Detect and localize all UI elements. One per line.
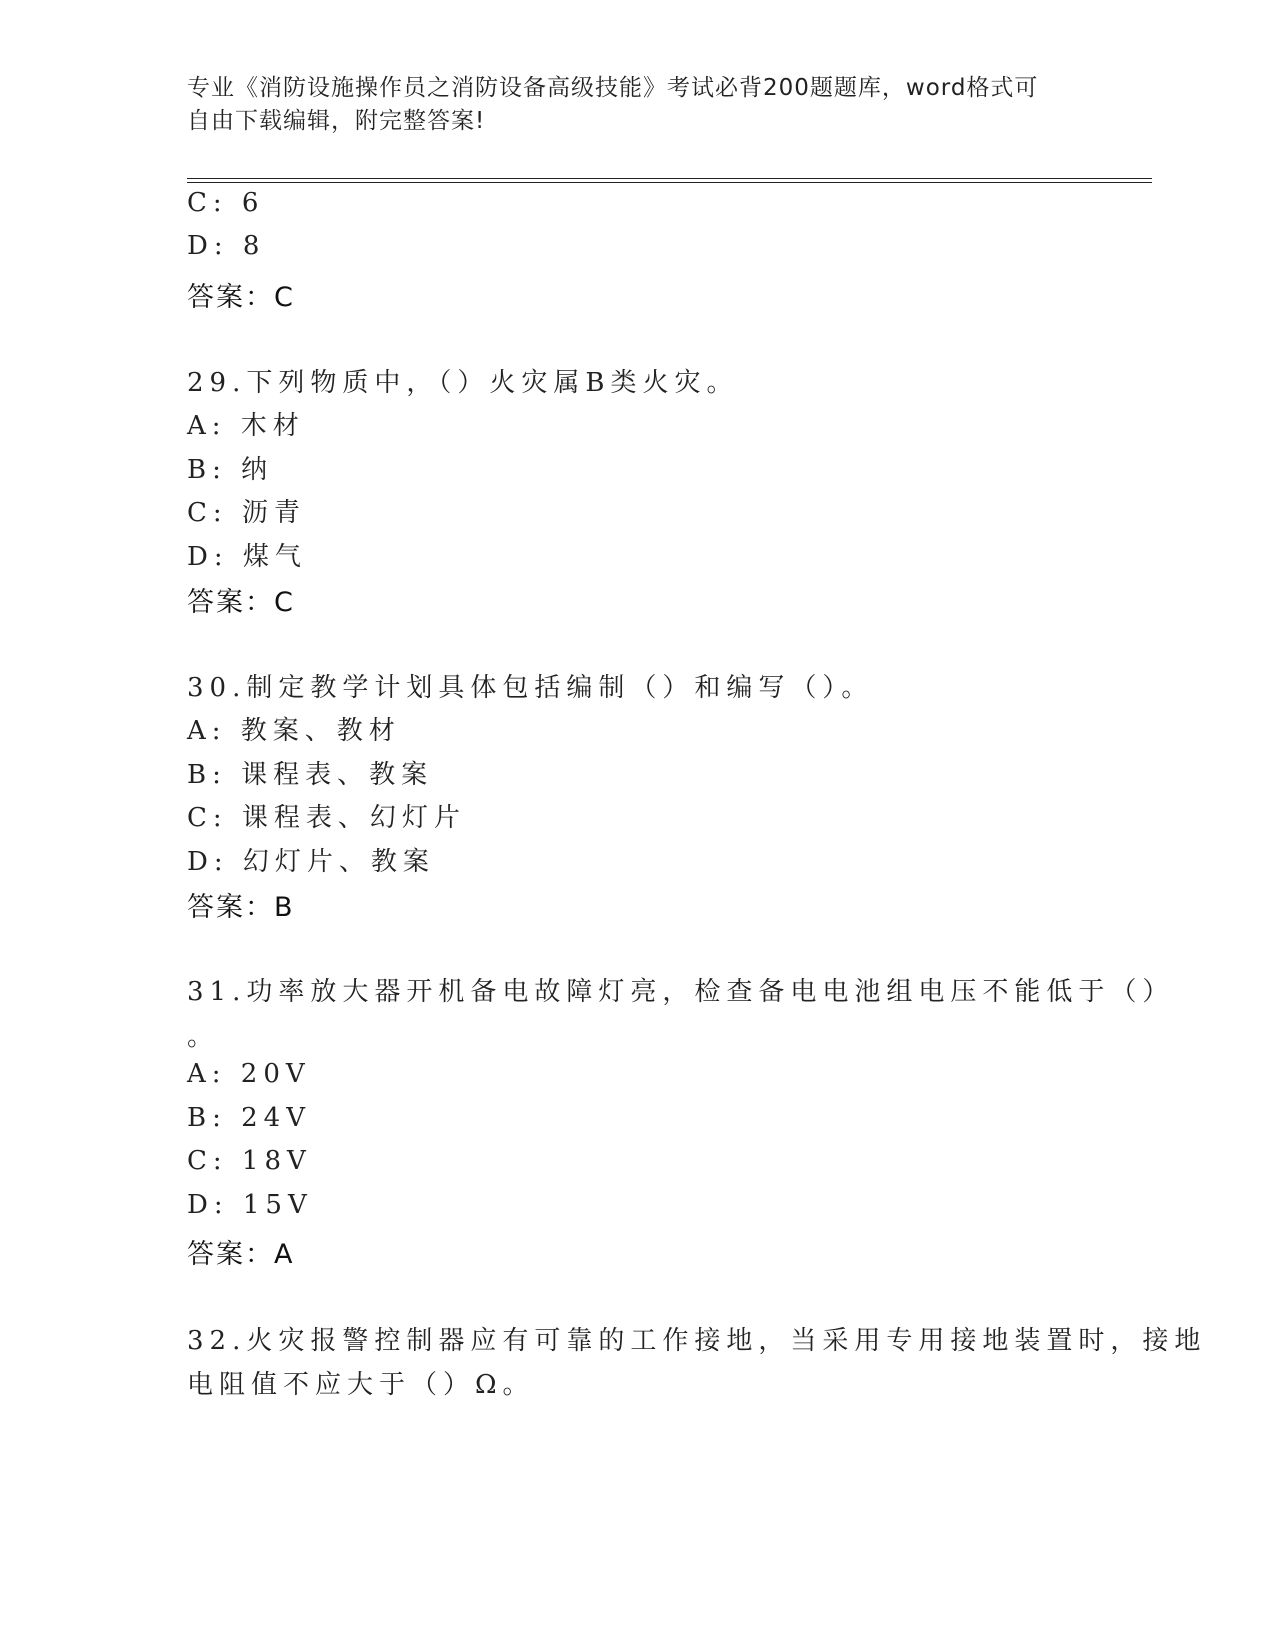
option-c: C: 6 [187,188,265,218]
question-32-line-1: 32.火灾报警控制器应有可靠的工作接地，当采用专用接地装置时，接地 [187,1326,1207,1356]
q30-option-d: D: 幻灯片、教案 [187,847,435,877]
header-rule-top [187,178,1152,179]
document-header [187,72,1067,138]
q30-option-a: A: 教案、教材 [187,716,401,746]
header-title-line-1: 专业《消防设施操作员之消防设备高级技能》考试必背200题题库，word格式可 [187,75,1039,101]
q31-answer: 答案：A [187,1239,295,1270]
q31-option-a: A: 20V [187,1059,311,1089]
q29-answer: 答案：C [187,587,295,618]
q29-option-b: B: 纳 [187,455,274,485]
q31-option-c: C: 18V [187,1146,312,1176]
option-d: D: 8 [187,231,266,261]
question-31-line-2: 。 [187,1022,220,1052]
question-29: 29.下列物质中，（）火灾属B类火灾。 [187,368,739,398]
header-rule-bottom [187,182,1152,183]
q29-option-c: C: 沥青 [187,498,306,528]
answer: 答案：C [187,282,295,313]
question-31-line-1: 31.功率放大器开机备电故障灯亮，检查备电电池组电压不能低于（） [187,977,1175,1007]
q30-answer: 答案：B [187,892,295,923]
q30-option-c: C: 课程表、幻灯片 [187,803,466,833]
q31-option-d: D: 15V [187,1190,313,1220]
q31-option-b: B: 24V [187,1103,311,1133]
question-30: 30.制定教学计划具体包括编制（）和编写（）。 [187,673,874,703]
question-32-line-2: 电阻值不应大于（）Ω。 [187,1370,535,1400]
q29-option-a: A: 木材 [187,411,305,441]
header-title-line-2: 自由下载编辑，附完整答案! [187,108,486,134]
q29-option-d: D: 煤气 [187,542,307,572]
q30-option-b: B: 课程表、教案 [187,760,434,790]
